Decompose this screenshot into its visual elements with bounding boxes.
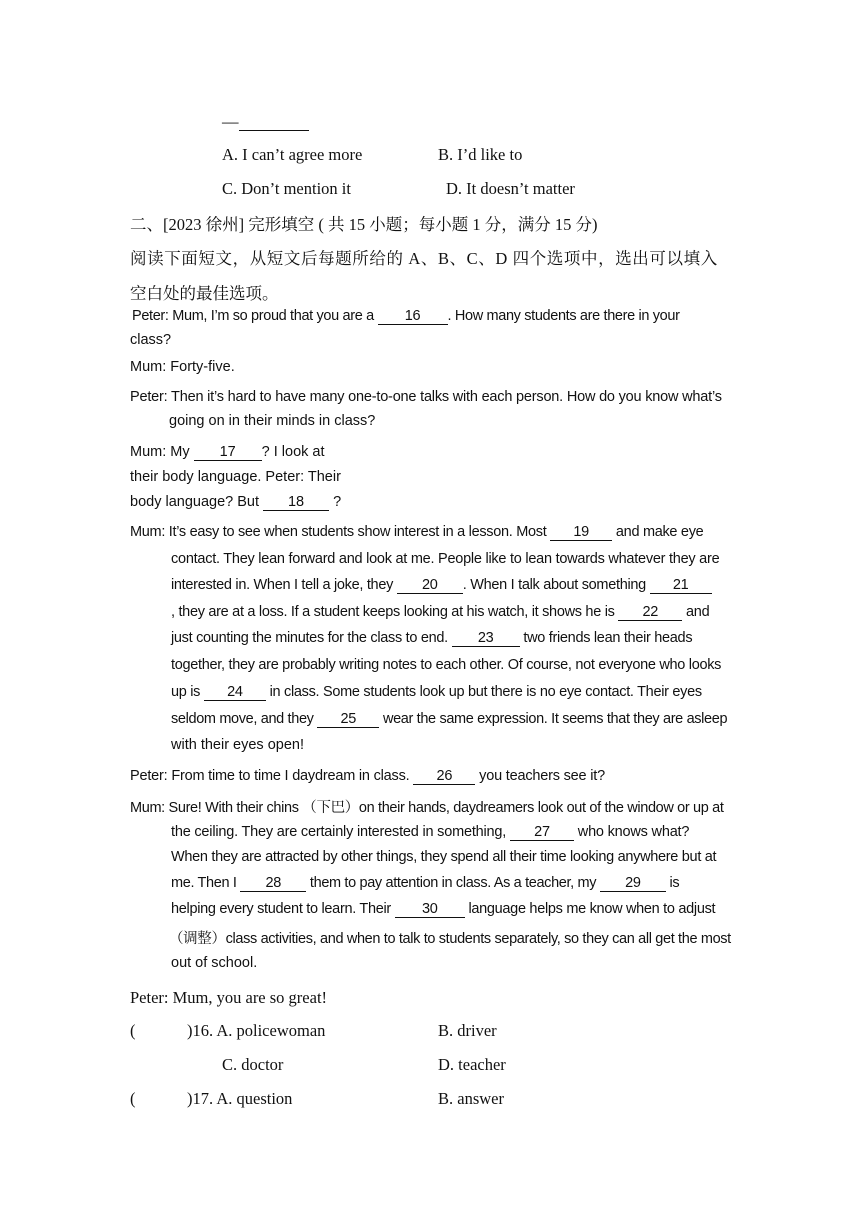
passage-line: the ceiling. They are certainly interested in something, 27 who knows what? xyxy=(171,824,690,840)
passage-line: out of school. xyxy=(171,955,258,971)
blank-24: 24 xyxy=(204,685,266,701)
q16-option-c: C. doctor xyxy=(222,1055,284,1074)
passage-line: body language? But 18 ? xyxy=(130,494,342,510)
blank-28: 28 xyxy=(240,876,306,892)
blank-21: 21 xyxy=(650,578,712,594)
passage-line: up is 24 in class. Some students look up but there is no eye contact. Their eyes xyxy=(171,684,702,700)
blank-17: 17 xyxy=(194,445,262,461)
blank-27: 27 xyxy=(510,825,574,841)
passage-line: Peter: Mum, I’m so proud that you are a 16 . How many students are there in your xyxy=(132,308,680,324)
passage-line: （调整）class activities, and when to talk to students separately, so they can all get the most xyxy=(169,931,731,947)
q15-stem xyxy=(222,112,309,132)
q15-option-a: A. I can’t agree more xyxy=(222,145,363,164)
q16-option-d: D. teacher xyxy=(438,1055,506,1074)
blank-16: 16 xyxy=(378,309,448,325)
passage-line: Mum: Sure! With their chins （下巴）on their hands, daydreamers look out of the window or up at xyxy=(130,800,724,816)
passage-line: Mum: It’s easy to see when students show interest in a lesson. Most 19 and make eye xyxy=(130,524,704,540)
passage-line: just counting the minutes for the class to end. 23 two friends lean their heads xyxy=(171,630,693,646)
blank-29: 29 xyxy=(600,876,666,892)
passage-line: Mum: Forty-five. xyxy=(130,359,235,375)
passage-line: interested in. When I tell a joke, they 20 . When I talk about something 21 xyxy=(171,577,712,594)
passage-line: Mum: My 17 ? I look at xyxy=(130,444,325,460)
blank-23: 23 xyxy=(452,631,520,647)
passage-line: Peter: From time to time I daydream in class. 26 you teachers see it? xyxy=(130,768,605,784)
passage-line: me. Then I 28 them to pay attention in class. As a teacher, my 29 is xyxy=(171,875,680,891)
blank-19: 19 xyxy=(550,525,612,541)
q15-dash: — xyxy=(222,112,239,131)
passage-line: Peter: Then it’s hard to have many one-to-one talks with each person. How do you know what’s xyxy=(130,389,722,405)
q16-option-a: )16. A. policewoman xyxy=(187,1021,326,1040)
passage-line: seldom move, and they 25 wear the same expression. It seems that they are asleep xyxy=(171,711,728,727)
q15-option-c: C. Don’t mention it xyxy=(222,179,351,198)
q17-option-a: )17. A. question xyxy=(187,1089,293,1108)
section-instruction-1: 阅读下面短文，从短文后每题所给的 A、B、C、D 四个选项中，选出可以填入 xyxy=(130,249,718,268)
passage-line: their body language. Peter: Their xyxy=(130,469,341,485)
q17-paren: ( xyxy=(130,1089,136,1108)
blank-25: 25 xyxy=(317,712,379,728)
passage-line: going on in their minds in class? xyxy=(169,413,376,429)
q15-blank xyxy=(239,113,309,131)
blank-30: 30 xyxy=(395,902,465,918)
q16-option-b: B. driver xyxy=(438,1021,497,1040)
passage-line: class? xyxy=(130,332,172,348)
passage-closing-line: Peter: Mum, you are so great! xyxy=(130,988,328,1007)
passage-line: with their eyes open! xyxy=(171,737,304,753)
q15-option-d: D. It doesn’t matter xyxy=(446,179,575,198)
passage-line: , they are at a loss. If a student keeps looking at his watch, it shows he is 22 and xyxy=(171,604,710,620)
passage-line: contact. They lean forward and look at me. People like to lean towards whatever they are xyxy=(171,551,720,567)
blank-18: 18 xyxy=(263,495,329,511)
q16-paren: ( xyxy=(130,1021,136,1040)
q17-option-b: B. answer xyxy=(438,1089,504,1108)
section-heading: 二、[2023 徐州] 完形填空 ( 共 15 小题；每小题 1 分，满分 15 分) xyxy=(130,215,598,234)
passage-line: When they are attracted by other things, they spend all their time looking anywhere but at xyxy=(171,849,717,865)
blank-26: 26 xyxy=(413,769,475,785)
passage-line: together, they are probably writing notes to each other. Of course, not everyone who looks xyxy=(171,657,722,673)
section-instruction-2: 空白处的最佳选项。 xyxy=(130,284,279,303)
blank-20: 20 xyxy=(397,578,463,594)
q15-option-b: B. I’d like to xyxy=(438,145,523,164)
passage-line: helping every student to learn. Their 30 language helps me know when to adjust xyxy=(171,901,716,917)
blank-22: 22 xyxy=(618,605,682,621)
